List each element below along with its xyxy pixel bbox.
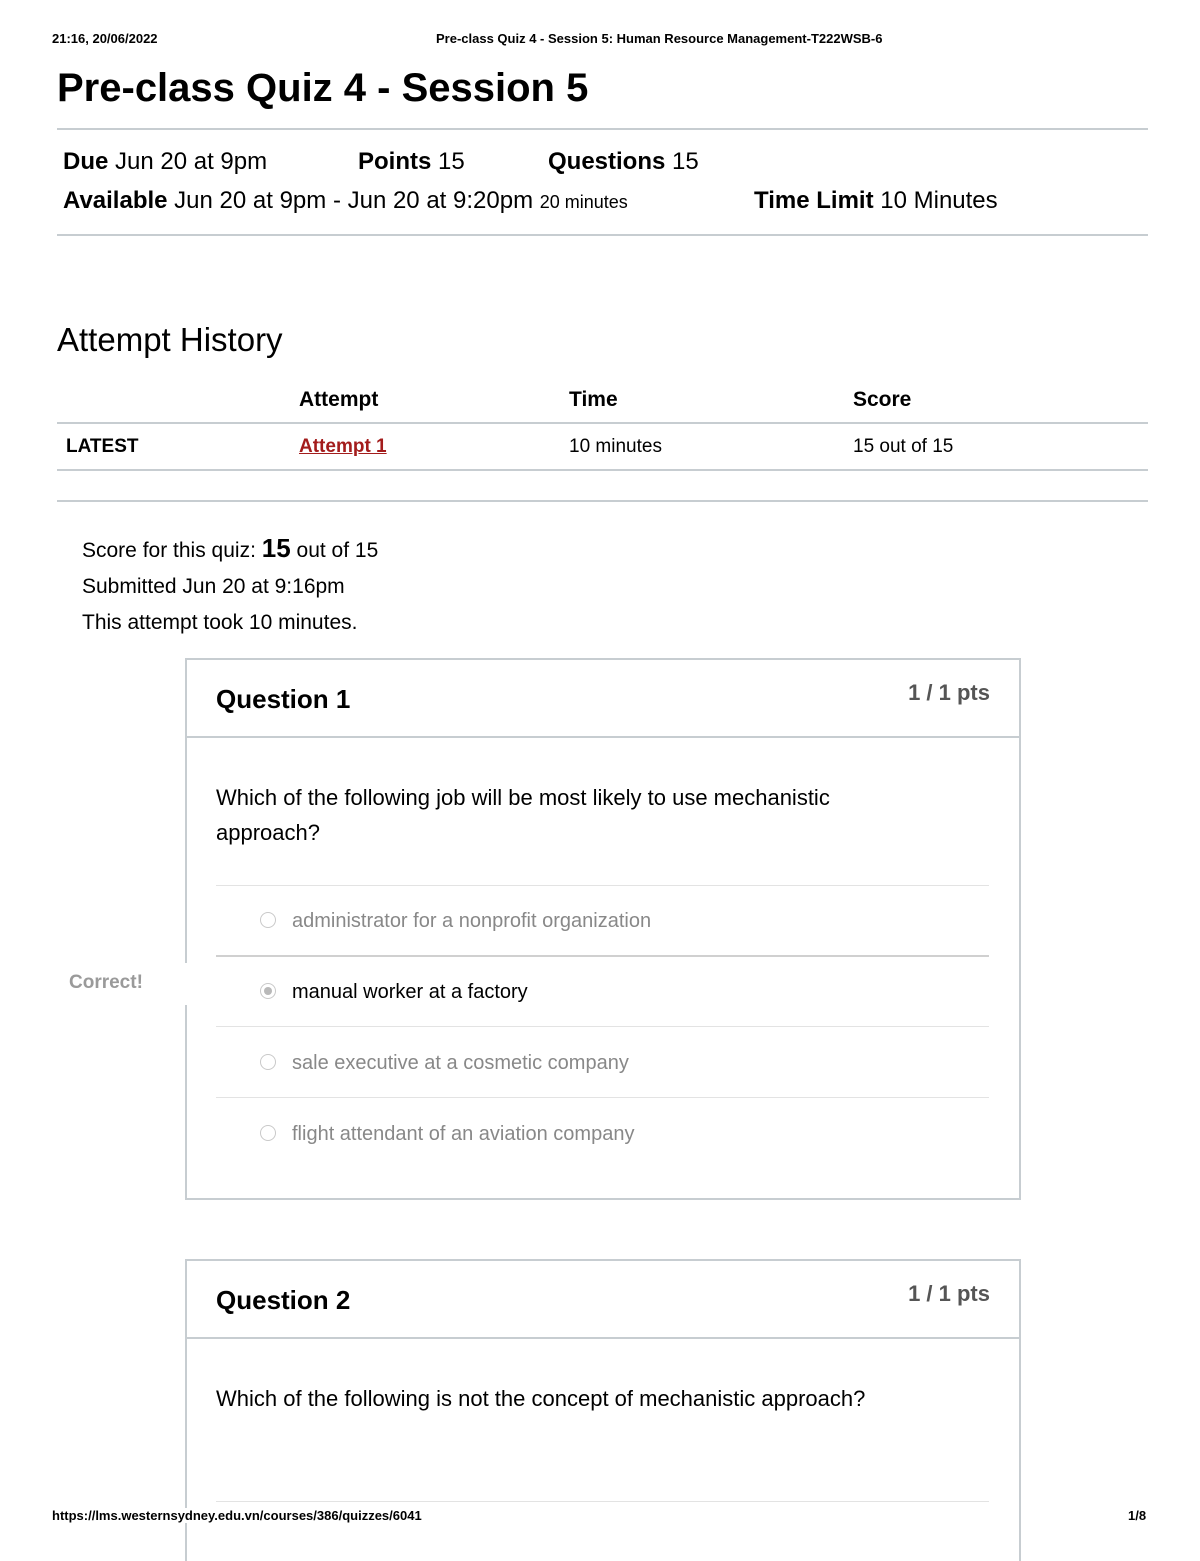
questions-label: Questions [548,148,666,175]
time-limit-label: Time Limit [754,187,874,214]
question-points: 1 / 1 pts [908,680,990,705]
question-points: 1 / 1 pts [908,1281,990,1306]
score-prefix: Score for this quiz: [82,539,256,562]
answer-divider [216,885,989,886]
points-value: 15 [438,148,465,175]
attempt-1-link[interactable]: Attempt 1 [299,436,387,457]
answer-divider [216,1501,989,1502]
column-header-score: Score [853,388,912,411]
answer-option-selected[interactable]: manual worker at a factory [292,981,528,1003]
question-header [187,1261,1019,1339]
answer-divider [216,1026,989,1027]
divider [57,500,1148,502]
question-title: Question 2 [216,1285,351,1315]
score-value: 15 [261,533,291,563]
time-limit-info [754,187,998,215]
answer-divider [216,955,989,957]
due-label: Due [63,148,109,175]
available-duration: 20 minutes [539,192,628,212]
points-info [358,148,465,176]
questions-info [548,148,699,176]
table-header-divider [57,422,1148,424]
page-number: 1/8 [1128,1508,1147,1523]
submitted-time: Submitted Jun 20 at 9:16pm [82,575,345,598]
score-suffix: out of 15 [296,539,379,562]
latest-tag: LATEST [66,436,139,457]
answer-option[interactable]: flight attendant of an aviation company [292,1123,635,1145]
points-label: Points [358,148,432,175]
radio-icon[interactable] [260,912,276,928]
table-row-divider [57,469,1148,471]
divider [57,128,1148,130]
questions-value: 15 [672,148,699,175]
due-value: Jun 20 at 9pm [115,148,268,175]
attempt-score: 15 out of 15 [853,436,954,457]
due-info [63,148,267,176]
attempt-history-title: Attempt History [57,321,283,358]
correct-label: Correct! [69,972,143,993]
page-title: Pre-class Quiz 4 - Session 5 [57,66,589,110]
page-url: https://lms.westernsydney.edu.vn/courses/386/quizzes/6041 [52,1508,426,1523]
radio-selected-icon[interactable] [260,983,276,999]
answer-option[interactable]: sale executive at a cosmetic company [292,1052,629,1074]
answer-divider [216,1097,989,1098]
divider [57,234,1148,236]
available-info [63,187,628,215]
quiz-score [82,533,378,564]
column-header-attempt: Attempt [299,388,379,411]
correct-marker-gap [185,963,187,1005]
radio-icon[interactable] [260,1125,276,1141]
answer-option[interactable]: administrator for a nonprofit organization [292,910,652,932]
attempt-duration: This attempt took 10 minutes. [82,611,358,634]
available-value: Jun 20 at 9pm - Jun 20 at 9:20pm [174,187,534,214]
available-label: Available [63,187,168,214]
question-card [185,658,1021,1200]
print-datetime: 21:16, 20/06/2022 [52,31,158,46]
question-text: Which of the following job will be most likely to use mechanistic approach? [216,785,830,845]
question-header [187,660,1019,738]
question-title: Question 1 [216,684,351,714]
time-limit-value: 10 Minutes [880,187,998,214]
question-text: Which of the following is not the concept of mechanistic approach? [216,1386,866,1411]
column-header-time: Time [569,388,618,411]
attempt-time: 10 minutes [569,436,662,457]
print-document-title: Pre-class Quiz 4 - Session 5: Human Resource Management-T222WSB-6 [436,31,883,46]
radio-icon[interactable] [260,1054,276,1070]
